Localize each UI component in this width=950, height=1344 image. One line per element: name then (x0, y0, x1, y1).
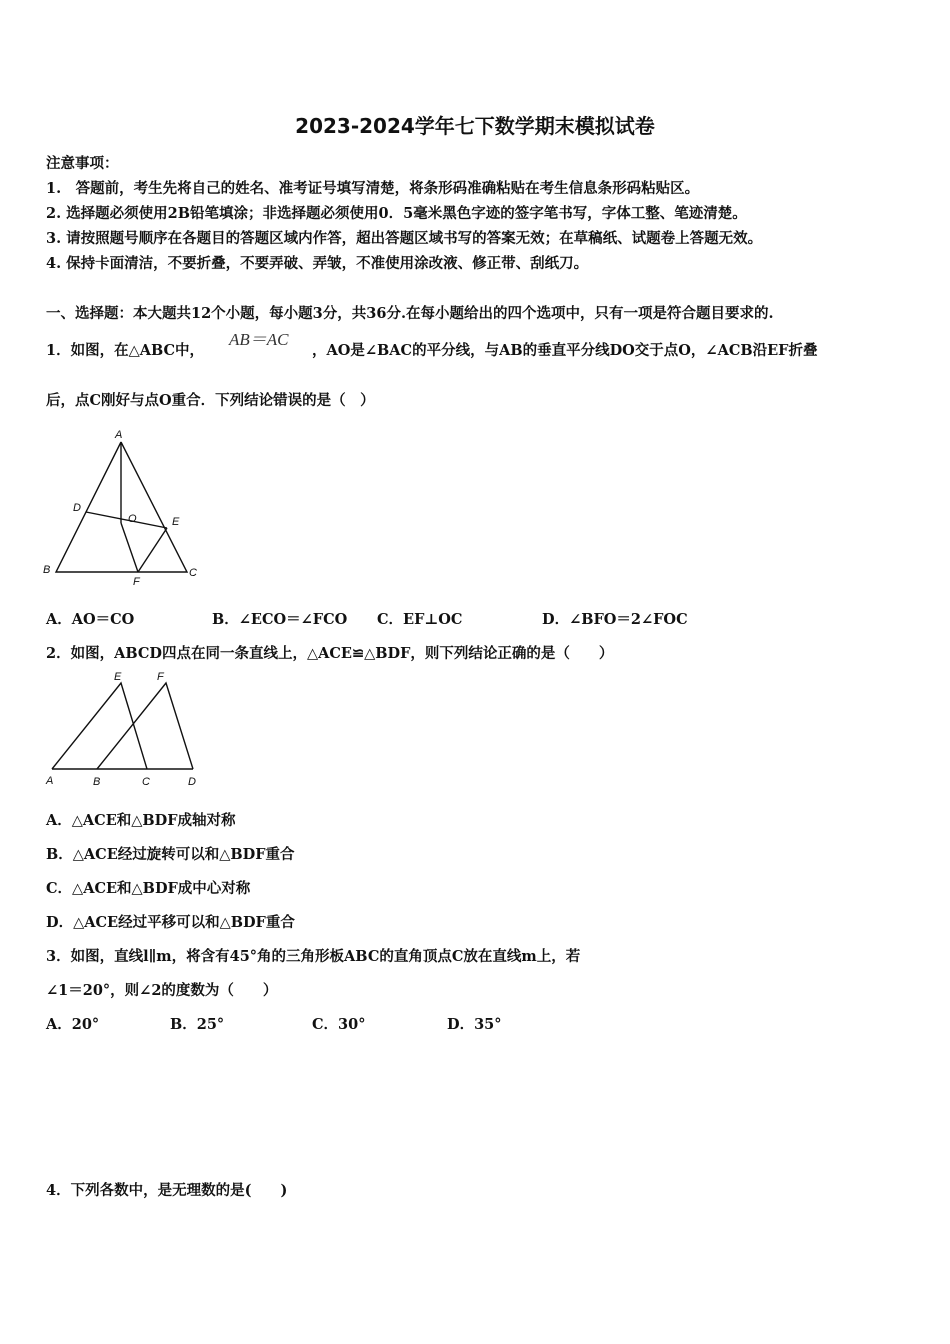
page-title: 2023-2024学年七下数学期末模拟试卷 (295, 114, 655, 138)
q2-option-d: D．△ACE经过平移可以和△BDF重合 (46, 914, 295, 931)
q1-option-c: C．EF⊥OC (377, 611, 463, 628)
note-item-2: 2. 选择题必须使用2B铅笔填涂；非选择题必须使用0．5毫米黑色字迹的签字笔书写，字体工整、笔迹清楚。 (46, 205, 747, 222)
label-C: C (189, 567, 197, 579)
q2-option-a: A．△ACE和△BDF成轴对称 (46, 812, 236, 829)
q1-text-a: 1．如图，在△ABC中， (46, 342, 205, 359)
fold-line-ef (138, 528, 167, 572)
label-C: C (142, 776, 150, 788)
label-D: D (73, 502, 81, 514)
label-D: D (188, 776, 196, 788)
q3-text-b: ∠1＝20°，则∠2的度数为（ ） (46, 982, 278, 999)
label-E: E (172, 516, 180, 528)
label-F: F (157, 671, 164, 683)
q2-text: 2．如图，ABCD四点在同一条直线上，△ACE≌△BDF，则下列结论正确的是（ ） (46, 645, 614, 662)
q3-text-a: 3．如图，直线l∥m，将含有45°角的三角形板ABC的直角顶点C放在直线m上，若 (46, 948, 581, 965)
q3-option-c: C．30° (312, 1016, 366, 1033)
label-O: O (128, 513, 137, 525)
q2-figure (40, 665, 210, 790)
segment-do (86, 512, 167, 528)
triangle-ace (52, 683, 147, 769)
q1-option-b: B．∠ECO＝∠FCO (212, 611, 348, 628)
label-B: B (43, 564, 51, 576)
q2-option-c: C．△ACE和△BDF成中心对称 (46, 880, 251, 897)
segment-of (121, 523, 138, 572)
label-B: B (93, 776, 101, 788)
label-A: A (46, 775, 54, 787)
q1-text-b: ，AO是∠BAC的平分线，与AB的垂直平分线DO交于点O，∠ACB沿EF折叠 (312, 342, 818, 359)
q2-option-b: B．△ACE经过旋转可以和△BDF重合 (46, 846, 295, 863)
q4-text: 4．下列各数中，是无理数的是( ) (46, 1182, 288, 1199)
q1-option-a: A．AO＝CO (46, 611, 135, 628)
label-E: E (114, 671, 122, 683)
label-A: A (115, 429, 123, 441)
q1-text-c: 后，点C刚好与点O重合．下列结论错误的是（ ） (46, 392, 375, 409)
notes-heading: 注意事项： (46, 155, 119, 172)
q3-option-b: B．25° (170, 1016, 225, 1033)
note-item-1: 1. 答题前，考生先将自己的姓名、准考证号填写清楚，将条形码准确粘贴在考生信息条形码粘贴区。 (46, 180, 700, 197)
note-item-4: 4. 保持卡面清洁，不要折叠，不要弄破、弄皱，不准使用涂改液、修正带、刮纸刀。 (46, 255, 589, 272)
q3-option-a: A．20° (46, 1016, 100, 1033)
q1-option-d: D．∠BFO＝2∠FOC (542, 611, 688, 628)
q1-figure (40, 425, 210, 590)
q3-option-d: D．35° (447, 1016, 502, 1033)
q1-math-expression: AB＝AC (229, 330, 289, 349)
label-F: F (133, 576, 140, 588)
note-item-3: 3. 请按照题号顺序在各题目的答题区域内作答，超出答题区域书写的答案无效；在草稿纸、试题卷上答题无效。 (46, 230, 763, 247)
section-heading: 一、选择题：本大题共12个小题，每小题3分，共36分.在每小题给出的四个选项中，只有一项是符合题目要求的. (46, 305, 774, 322)
